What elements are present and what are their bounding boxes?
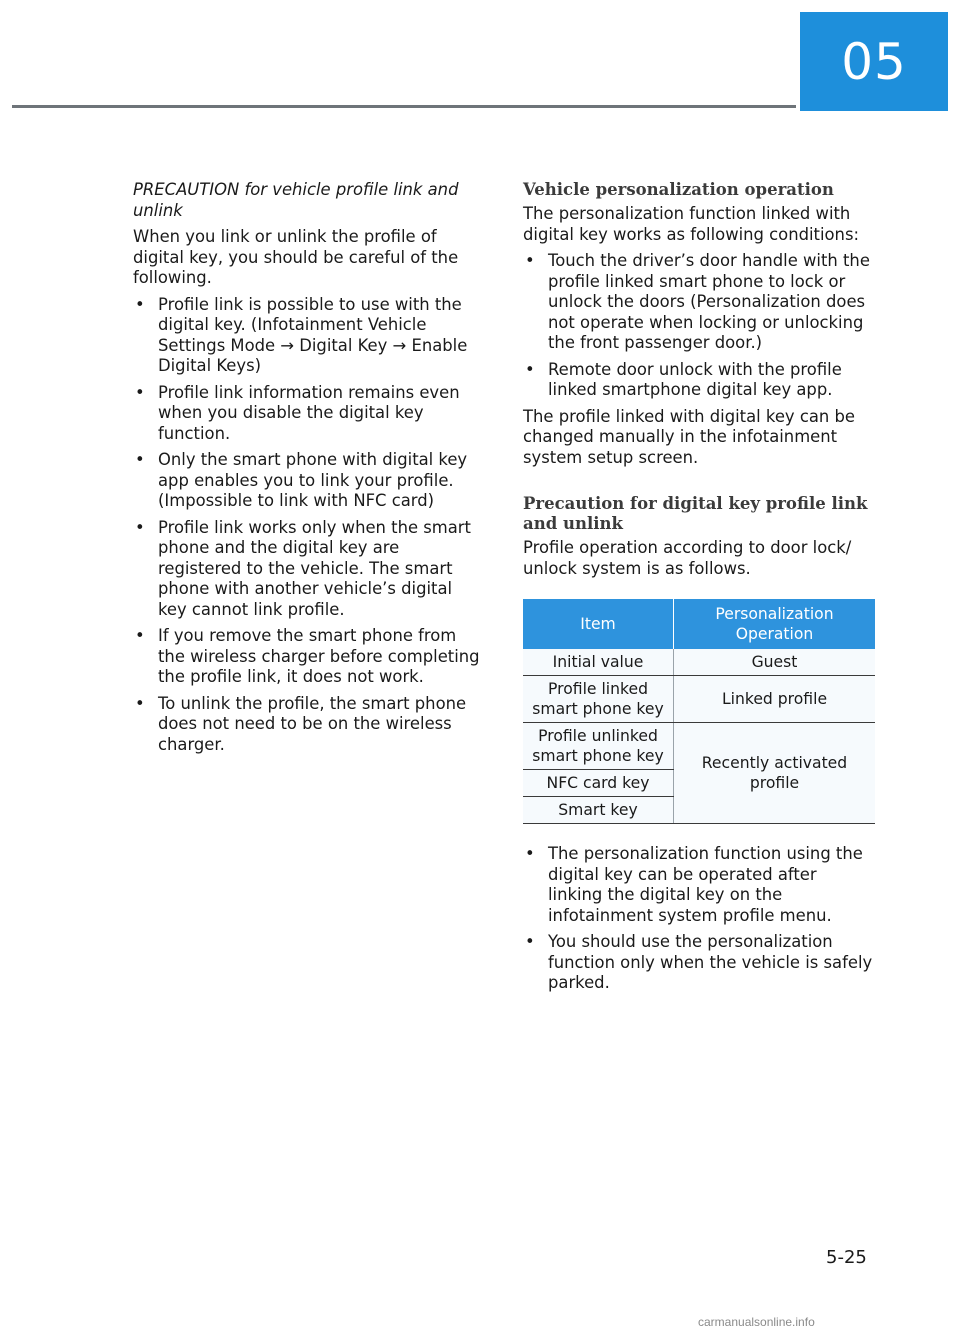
table-cell-item: Profile unlinked smart phone key: [523, 723, 674, 770]
table-row: [523, 723, 875, 770]
list-item: • Remote door unlock with the profile linked smartphone digital key app.: [523, 360, 875, 401]
left-column: [133, 180, 485, 761]
table-header-row: [523, 599, 875, 649]
list-item: • Only the smart phone with digital key app enables you to link your profile. (Impossible to link with NFC card): [133, 450, 485, 512]
list-item: • You should use the personalization function only when the vehicle is safely parked.: [523, 932, 875, 994]
personalization-table: [523, 599, 875, 824]
personalization-paragraph: The personalization function linked with digital key works as following conditions:: [523, 204, 859, 244]
table-cell-operation: Guest: [674, 649, 876, 676]
table-row: [523, 676, 875, 723]
profile-change-paragraph: The profile linked with digital key can be changed manually in the infotainment system setup screen.: [523, 406, 855, 467]
table-cell-operation: Recently activated profile: [674, 723, 876, 824]
precaution-subheading: PRECAUTION for vehicle profile link and unlink: [133, 180, 459, 220]
section-heading-personalization: Vehicle personalization operation: [523, 180, 834, 199]
table-header-operation: Personalization Operation: [674, 599, 876, 649]
table-header-item: Item: [523, 599, 674, 649]
table-cell-operation: Linked profile: [674, 676, 876, 723]
header-rule: [12, 105, 796, 108]
notes-bullet-list: [523, 844, 875, 994]
chapter-number: 05: [841, 32, 907, 91]
page-number: 5-25: [826, 1247, 867, 1268]
table-cell-item: Initial value: [523, 649, 674, 676]
table-cell-item: Profile linked smart phone key: [523, 676, 674, 723]
list-item: • Profile link is possible to use with the digital key. (Infotainment Vehicle Settings Mode → Digital Key → Enable Digital Keys): [133, 295, 485, 377]
table-row: [523, 649, 875, 676]
list-item: • To unlink the profile, the smart phone does not need to be on the wireless charger.: [133, 694, 485, 756]
section-heading-precaution: Precaution for digital key profile link and unlink: [523, 494, 868, 533]
list-item: • If you remove the smart phone from the wireless charger before completing the profile link, it does not work.: [133, 626, 485, 688]
table-cell-item: NFC card key: [523, 770, 674, 797]
list-item: • Profile link information remains even when you disable the digital key function.: [133, 383, 485, 445]
precaution-bullet-list: [133, 295, 485, 756]
chapter-tab: [800, 12, 948, 111]
list-item: • The personalization function using the digital key can be operated after linking the digital key on the infotainment system profile menu.: [523, 844, 875, 926]
table-cell-item: Smart key: [523, 797, 674, 824]
door-lock-paragraph: Profile operation according to door lock/ unlock system is as follows.: [523, 538, 852, 578]
conditions-bullet-list: [523, 251, 875, 401]
right-column: [523, 180, 875, 1000]
list-item: • Touch the driver’s door handle with the profile linked smart phone to lock or unlock the doors (Personalization does not operate when locking or unlocking the front passenger door.): [523, 251, 875, 354]
list-item: • Profile link works only when the smart phone and the digital key are registered to the vehicle. The smart phone with another vehicle’s digital key cannot link profile.: [133, 518, 485, 621]
watermark: carmanualsonline.info: [698, 1315, 815, 1329]
intro-paragraph: When you link or unlink the profile of digital key, you should be careful of the following.: [133, 227, 459, 287]
